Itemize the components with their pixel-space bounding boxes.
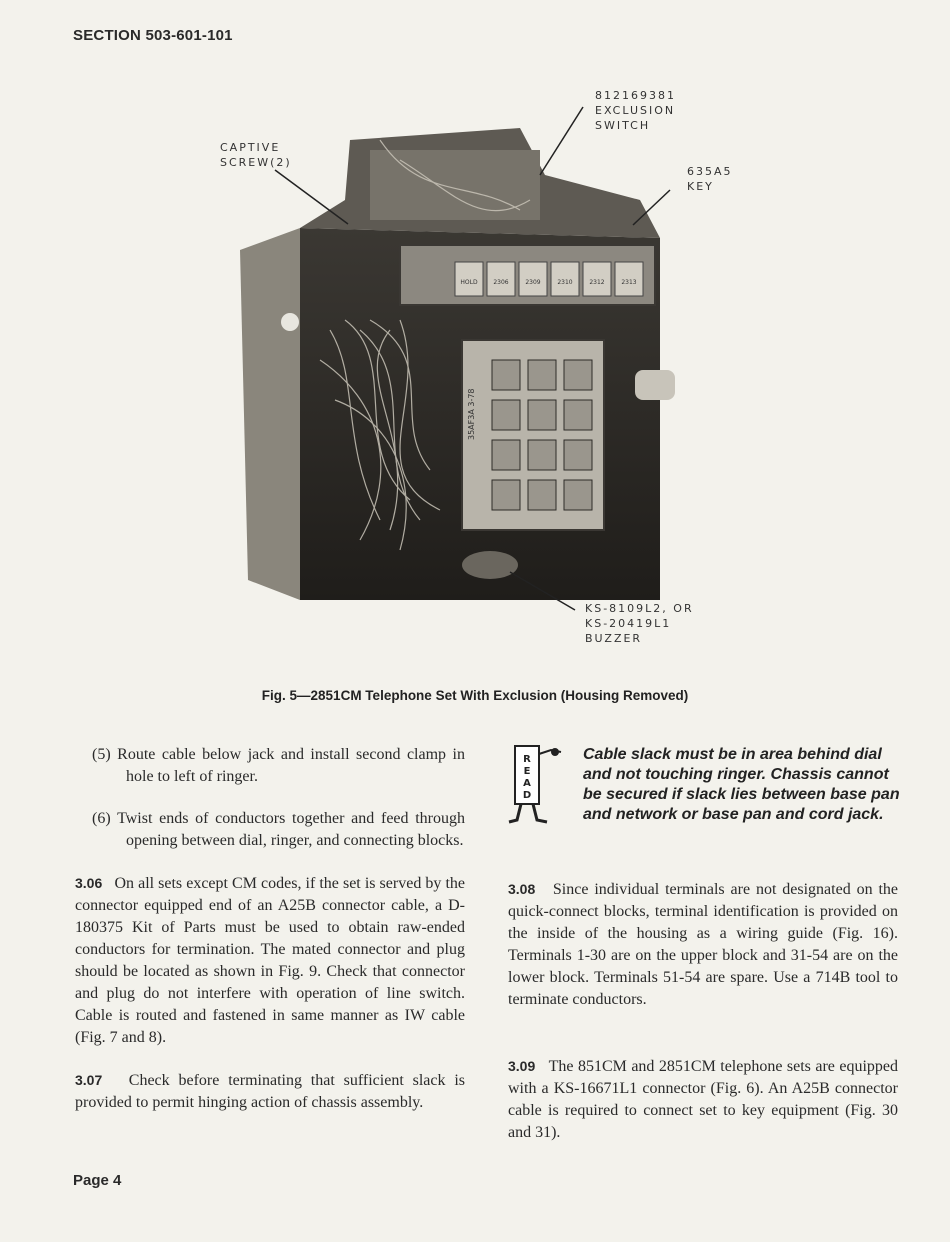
read-icon-label: R [523,754,531,765]
key-label: HOLD [460,279,478,286]
key-knob [635,370,675,400]
key-label: 2309 [525,279,541,286]
dial-key [492,480,520,510]
section-header: SECTION 503-601-101 [73,27,233,44]
key-label: 2313 [621,279,637,286]
left-column [75,744,465,1114]
figure-caption: Fig. 5—2851CM Telephone Set With Exclusion (Housing Removed) [261,688,689,703]
dial-key [564,400,592,430]
dial-key [564,480,592,510]
callout-buzzer: KS-8109L2, OR KS-20419L1 BUZZER [585,602,694,645]
paragraph-3-07 [75,1069,465,1114]
page-number: Page 4 [73,1172,122,1189]
paragraph-text: Check before terminating that sufficient slack is provided to permit hinging action of chassis assembly. [75,1072,465,1111]
callout-key: 635A5 KEY [687,165,733,193]
paragraph-3-06 [75,872,465,1049]
callout-captive-screw: CAPTIVE SCREW(2) [220,141,292,169]
base-pan-side [240,228,300,600]
dial-key [528,440,556,470]
dial-key [528,400,556,430]
paragraph-number: 3.06 [75,875,103,891]
dial-key [492,360,520,390]
right-column [508,878,898,1144]
callout-exclusion-switch: 812169381 EXCLUSION SWITCH [595,89,676,132]
dial-key [528,480,556,510]
paragraph-number: 3.07 [75,1072,103,1088]
read-note-icon [505,742,567,826]
svg-text:D: D [522,790,532,801]
caution-note: Cable slack must be in area behind dial and not touching ringer. Chassis cannot be secured if slack lies between base pan and network or base pan and cord jack. [583,746,900,823]
dial-key [528,360,556,390]
dial-key [492,440,520,470]
paragraph-text: The 851CM and 2851CM telephone sets are equipped with a KS-16671L1 connector (Fig. 6). An A25B connector cable is required to connect set to key equipment (Fig. 30 and 31). [508,1058,899,1141]
paragraph-number: 3.09 [508,1058,536,1074]
list-item: (5) Route cable below jack and install second clamp in hole to left of ringer. [92,746,465,785]
paragraph-3-08 [508,878,898,1011]
paragraph-text: On all sets except CM codes, if the set is served by the connector equipped end of an A25B connector cable, a D-180375 Kit of Parts must be used to obtain raw-ended conductors for termination. The mated connector and plug should be located as shown in Fig. 9. Check that connector and plug do not interfere with operation of line switch. Cable is routed and fastened in same manner as IW cable (Fig. 7 and 8). [75,875,466,1046]
dial-key [564,360,592,390]
dial-label: 35AF3A 3-78 [467,388,476,440]
paragraph-text: Since individual terminals are not designated on the quick-connect blocks, terminal identification is provided on the inside of the housing as a wiring guide (Fig. 16). Terminals 1-30 are on the upper block and 31-54 are on the lower block. Terminals 51-54 are spare. Use a 714B tool to terminate conductors. [508,881,898,1008]
key-label: 2306 [493,279,509,286]
key-label: 2312 [589,279,605,286]
paragraph-3-09 [508,1055,898,1144]
dial-key [564,440,592,470]
key-label: 2310 [557,279,573,286]
dial-key [492,400,520,430]
buzzer [462,551,518,579]
svg-text:A: A [523,778,531,789]
svg-text:E: E [523,766,531,777]
paragraph-number: 3.08 [508,881,536,897]
list-item: (6) Twist ends of conductors together and feed through opening between dial, ringer, and connecting blocks. [92,810,465,849]
